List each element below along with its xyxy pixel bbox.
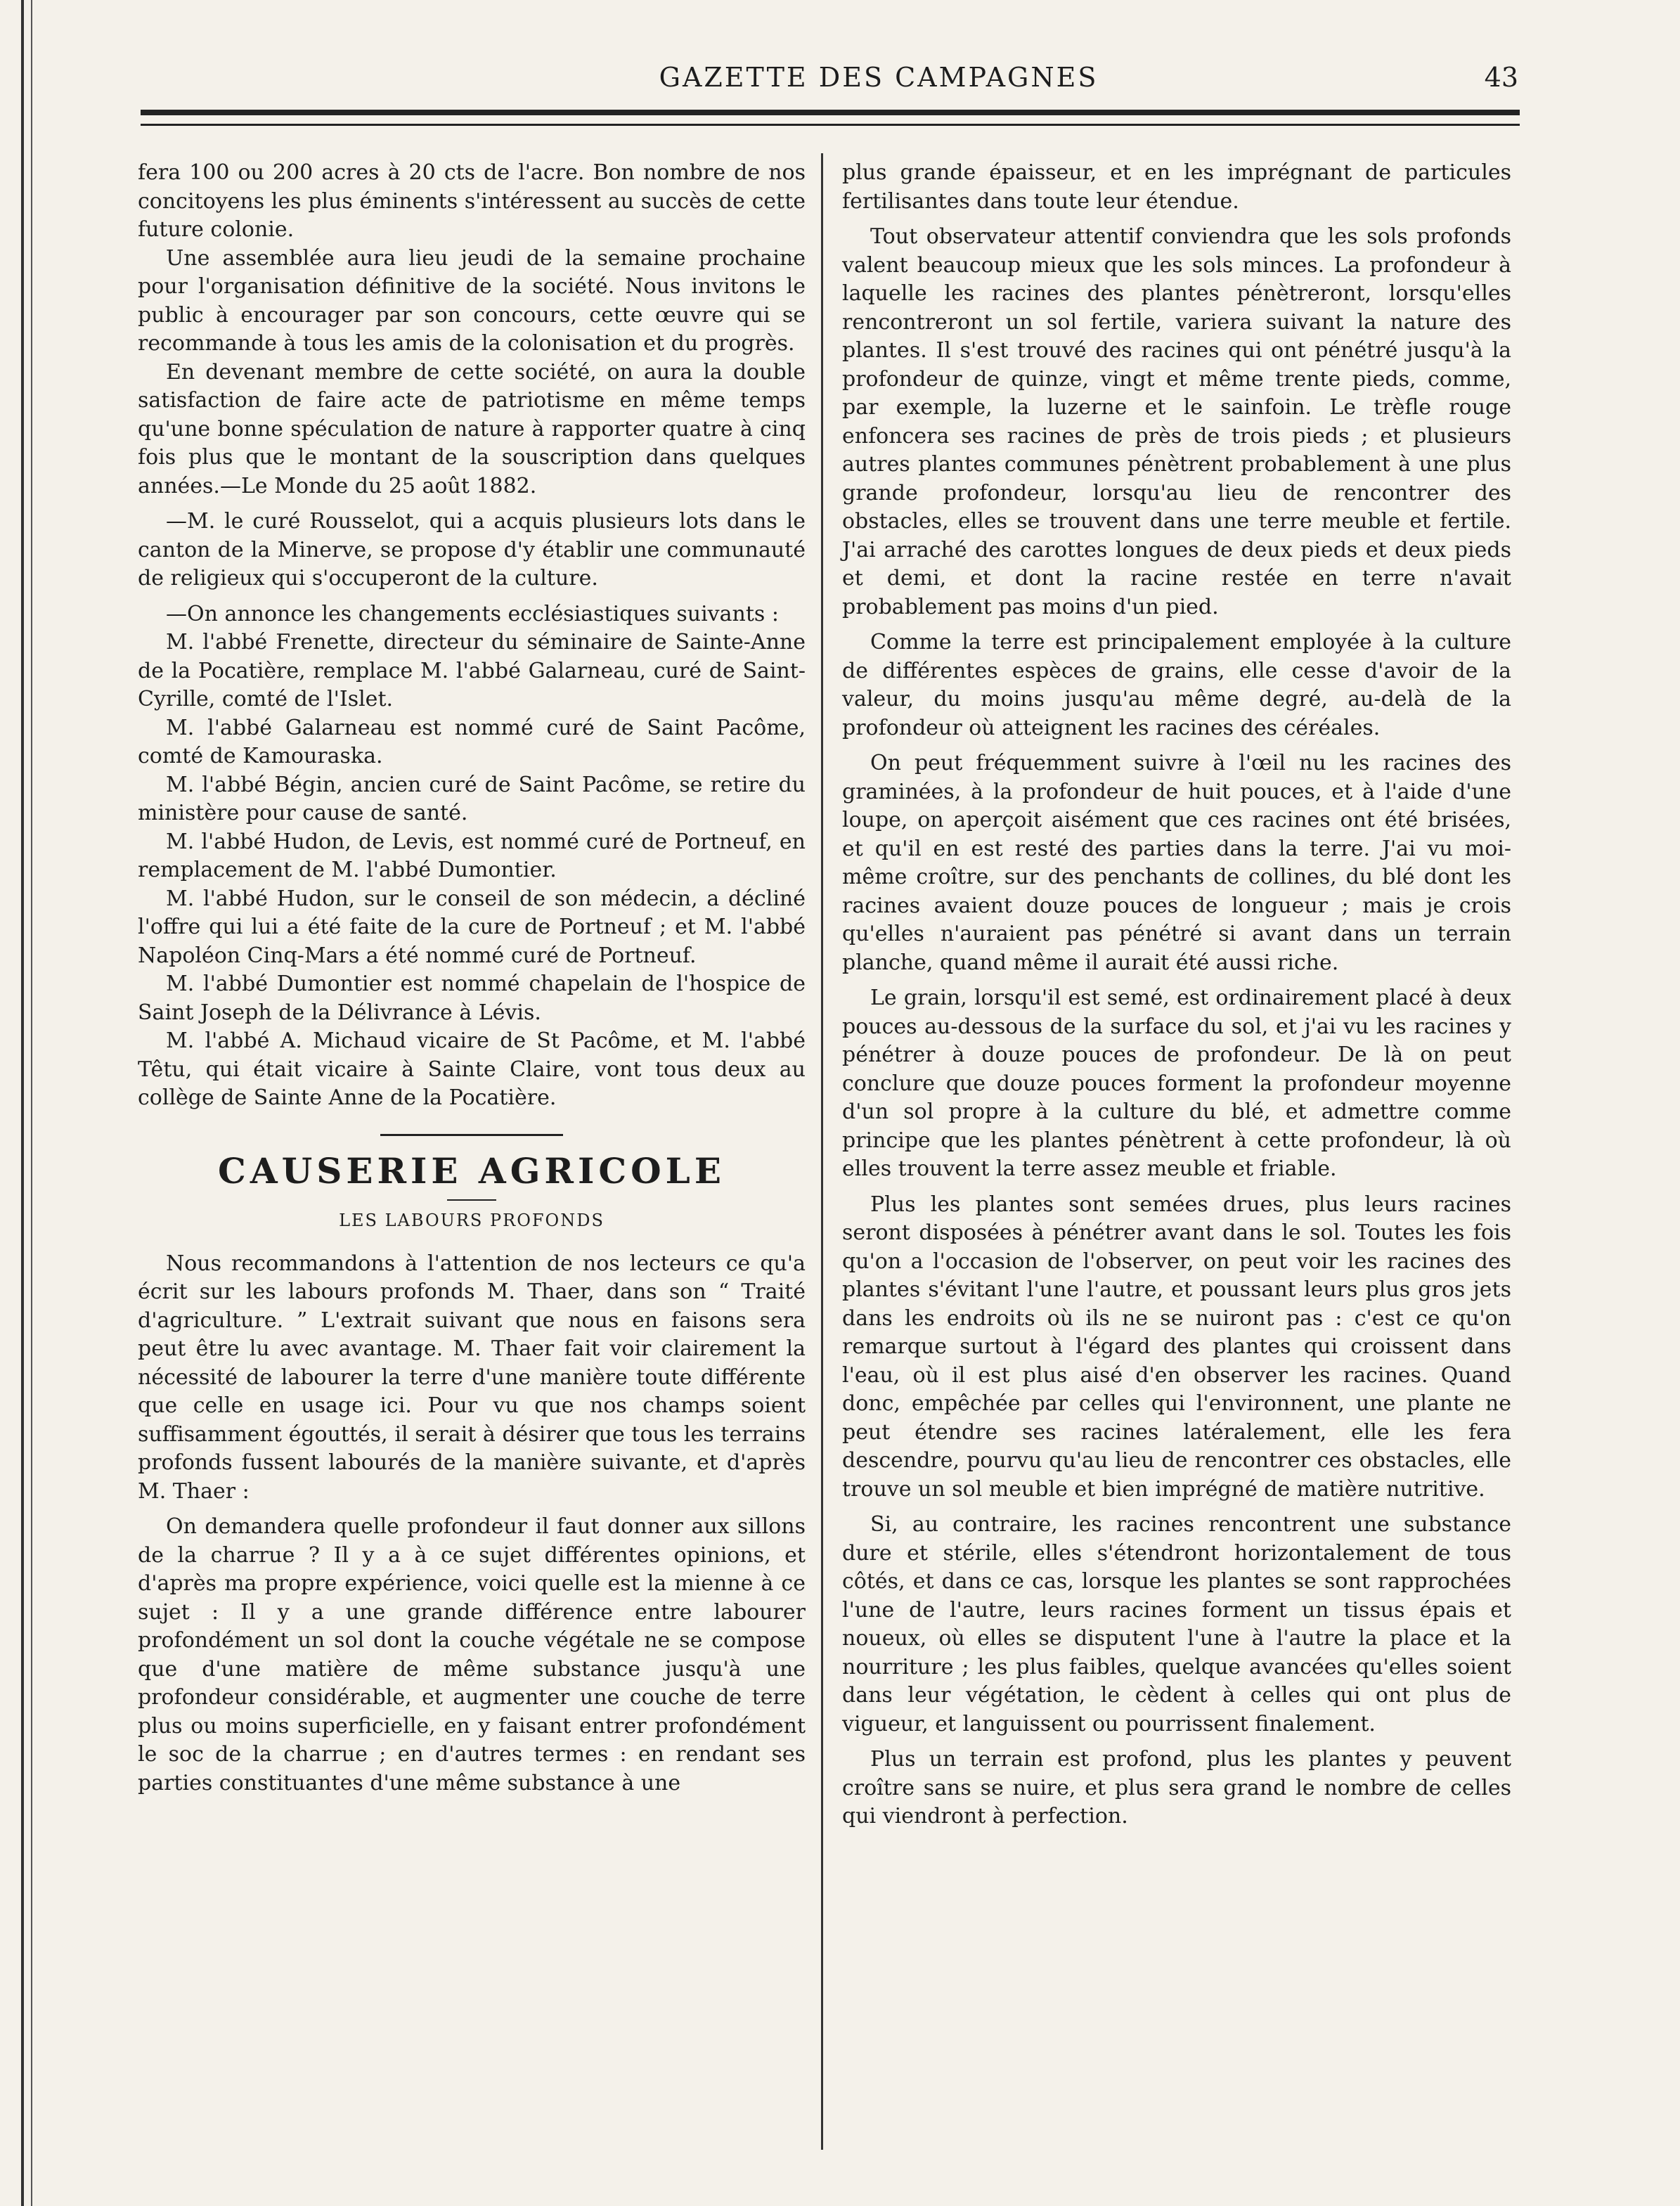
- header-rule: [141, 110, 1520, 115]
- paragraph: M. l'abbé Dumontier est nommé chapelain de l'hospice de Saint Joseph de la Délivrance à Lévis.: [138, 972, 806, 1025]
- paragraph: Tout observateur attentif conviendra que les sols profonds valent beaucoup mieux que les sols minces. La profondeur à laquelle les racines des plantes pénètreront, lorsqu'elles rencontreront un sol fertile, variera suivant la nature des plantes. Il s'est trouvé des racines qui ont pénétré jusqu'à la profondeur de quinze, vingt et même trente pieds, comme, par exemple, la luzerne et le sainfoin. Le trèfle rouge enfoncera ses racines de près de trois pieds ; et plusieurs autres plantes communes pénètrent probablement à une plus grande profondeur, lorsqu'au lieu de rencontrer des obstacles, elles se trouvent dans une terre meuble et fertile. J'ai arraché des carottes longues de deux pieds et deux pieds et demi, et dont la racine restée en terre n'avait probablement pas moins d'un pied.: [842, 224, 1511, 619]
- news-item: —M. le curé Rousselot, qui a acquis plusieurs lots dans le canton de la Minerve, se propose d'y établir une communauté de religieux qui s'occuperont de la culture.: [138, 509, 806, 591]
- news-item: —On annonce les changements ecclésiastiques suivants :: [166, 601, 779, 626]
- paragraph: Nous recommandons à l'attention de nos lecteurs ce qu'a écrit sur les labours profonds M. Thaer, dans son “ Traité d'agriculture. ” L'extrait suivant que nous en faisons sera peut être lu avec avantage. M. Thaer fait voir clairement la nécessité de labourer la terre d'une manière toute différente que celle en usage ici. Pour vu que nos champs soient suffisamment égouttés, il serait à désirer que tous les terrains profonds fussent labourés de la manière suivante, et d'après M. Thaer :: [138, 1251, 806, 1504]
- paragraph: fera 100 ou 200 acres à 20 cts de l'acre. Bon nombre de nos concitoyens les plus éminents s'intéressent au succès de cette future colonie.: [138, 160, 806, 242]
- paragraph: Une assemblée aura lieu jeudi de la semaine prochaine pour l'organisation définitive de la société. Nous invitons le public à encourager par son concours, cette œuvre qui se recommande à tous les amis de la colonisation et du progrès.: [138, 245, 806, 356]
- page-edge-line: [21, 0, 24, 2206]
- paragraph: On peut fréquemment suivre à l'œil nu les racines des graminées, à la profondeur de huit pouces, et à l'aide d'une loupe, on aperçoit aisément que ces racines ont été brisées, et qu'il en est resté des parties dans la terre. J'ai vu moi-même croître, sur des penchants de collines, du blé dont les racines avaient douze pouces de longueur ; mais je crois qu'elles n'auraient pas pénétré si avant dans un terrain planche, quand même il aurait été aussi riche.: [842, 751, 1511, 975]
- paragraph: Si, au contraire, les racines rencontrent une substance dure et stérile, elles s'étendront horizontalement de tous côtés, et dans ce cas, lorsque les plantes se sont rapprochées l'une de l'autre, leurs racines forment un tissus épais et noueux, où elles se disputent l'une à l'autre la place et la nourriture ; les plus faibles, quelque avancées qu'elles soient dans leur végétation, le cèdent à celles qui ont plus de vigueur, et languissent ou pourrissent finalement.: [842, 1512, 1511, 1736]
- column-divider: [821, 153, 823, 2150]
- paragraph: plus grande épaisseur, et en les imprégnant de particules fertilisantes dans toute leur étendue.: [842, 160, 1511, 214]
- paragraph: M. l'abbé Hudon, sur le conseil de son médecin, a décliné l'offre qui lui a été faite de la cure de Portneuf ; et M. l'abbé Napoléon Cinq-Mars a été nommé curé de Portneuf.: [138, 886, 806, 968]
- title-rule: [447, 1199, 496, 1201]
- paragraph: M. l'abbé Galarneau est nommé curé de Saint Pacôme, comté de Kamouraska.: [138, 715, 806, 768]
- paragraph: On demandera quelle profondeur il faut donner aux sillons de la charrue ? Il y a à ce sujet différentes opinions, et d'après ma propre expérience, voici quelle est la mienne à ce sujet : Il y a une grande différence entre labourer profondément un sol dont la couche végétale ne se compose que d'une matière de même substance jusqu'à une profondeur considérable, et augmenter une couche de terre plus ou moins superficielle, en y faisant entrer profondément le soc de la charrue ; en d'autres termes : en rendant ses parties constituantes d'une même substance à une: [138, 1514, 806, 1795]
- section-separator: [380, 1134, 563, 1136]
- paragraph: M. l'abbé Frenette, directeur du séminaire de Sainte-Anne de la Pocatière, remplace M. l'abbé Galarneau, curé de Saint-Cyrille, comté de l'Islet.: [138, 630, 806, 711]
- paragraph: En devenant membre de cette société, on aura la double satisfaction de faire acte de patriotisme en même temps qu'une bonne spéculation de nature à rapporter quatre à cinq fois plus que le montant de la souscription dans quelques années.—Le Monde du 25 août 1882.: [138, 359, 806, 498]
- section-title: CAUSERIE AGRICOLE: [218, 1149, 725, 1192]
- paragraph: Le grain, lorsqu'il est semé, est ordinairement placé à deux pouces au-dessous de la surface du sol, et j'ai vu les racines y pénétrer à douze pouces de profondeur. De là on peut conclure que douze pouces forment la profondeur moyenne d'un sol propre à la culture du blé, et admettre comme principe que les plantes pénètrent à cette profondeur, là où elles trouvent la terre assez meuble et friable.: [842, 986, 1511, 1181]
- paragraph: Plus un terrain est profond, plus les plantes y peuvent croître sans se nuire, et plus sera grand le nombre de celles qui viendront à perfection.: [842, 1747, 1511, 1828]
- paragraph: Plus les plantes sont semées drues, plus leurs racines seront disposées à pénétrer avant dans le sol. Toutes les fois qu'on a l'occasion de l'observer, on peut voir les racines des plantes s'évitant l'une l'autre, et poussant leurs plus gros jets dans les endroits où ils ne se nuiront pas : c'est ce qu'on remarque surtout à l'égard des plantes qui croissent dans l'eau, où il est plus aisé d'en observer les racines. Quand donc, empêchée par celles qui l'environnent, une plante ne peut étendre ses racines latéralement, elle les fera descendre, pourvu qu'au lieu de rencontrer ces obstacles, elle trouve un sol meuble et bien imprégné de matière nutritive.: [842, 1192, 1511, 1502]
- paragraph: Comme la terre est principalement employée à la culture de différentes espèces de grains, elle cesse d'avoir de la valeur, du moins jusqu'au même degré, au-delà de la profondeur où atteignent les racines des céréales.: [842, 630, 1511, 740]
- newspaper-title: GAZETTE DES CAMPAGNES: [659, 62, 1099, 93]
- left-column: [138, 159, 806, 1798]
- page-edge-line: [31, 0, 32, 2206]
- paragraph: M. l'abbé A. Michaud vicaire de St Pacôme, et M. l'abbé Têtu, qui était vicaire à Sainte Claire, vont tous deux au collège de Sainte Anne de la Pocatière.: [138, 1028, 806, 1110]
- page-header: [141, 56, 1518, 112]
- header-rule: [141, 124, 1520, 126]
- paragraph: M. l'abbé Hudon, de Levis, est nommé curé de Portneuf, en remplacement de M. l'abbé Dumontier.: [138, 829, 806, 882]
- paragraph: M. l'abbé Bégin, ancien curé de Saint Pacôme, se retire du ministère pour cause de santé.: [138, 772, 806, 825]
- right-column: [842, 159, 1511, 1831]
- section-subtitle: LES LABOURS PROFONDS: [339, 1210, 605, 1230]
- page-number: 43: [1484, 62, 1518, 93]
